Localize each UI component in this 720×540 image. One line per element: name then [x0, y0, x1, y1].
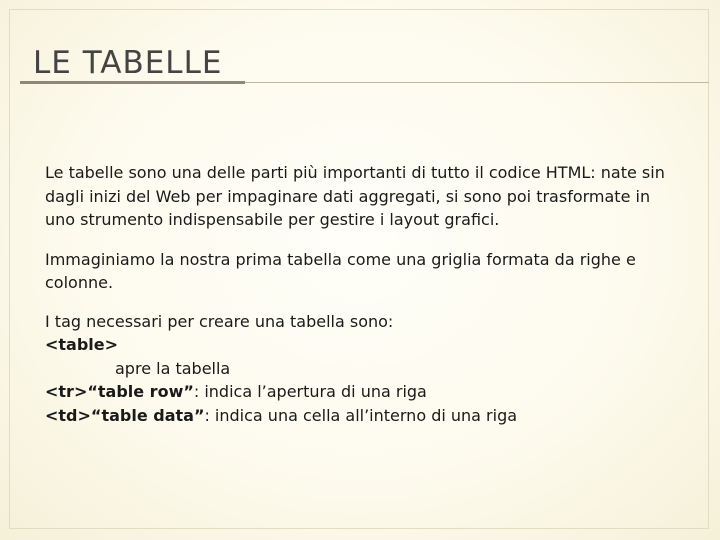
tag-item-td	[45, 404, 685, 428]
tag-code: <td>	[45, 405, 91, 425]
slide-body	[45, 161, 685, 427]
tag-term: “table data”	[90, 405, 205, 425]
tag-description: : indica una cella all’interno di una riga	[204, 405, 518, 425]
tag-item-tr	[45, 380, 685, 404]
paragraph-intro: Le tabelle sono una delle parti più importanti di tutto il codice HTML: nate sin dagli inizi del Web per impaginare dati aggregati, si sono poi trasformate in uno strumento indispensabile per gestire i layout grafici.	[45, 163, 665, 229]
title-underline-accent	[20, 81, 245, 84]
tag-item-table	[45, 333, 685, 357]
tag-item-table-description: apre la tabella	[115, 358, 231, 378]
paragraph-grid: Immaginiamo la nostra prima tabella come una griglia formata da righe e colonne.	[45, 249, 636, 292]
slide-title: LE TABELLE	[33, 45, 223, 81]
tag-code: <table>	[45, 335, 119, 354]
paragraph-tags	[45, 310, 685, 428]
tag-description: : indica l’apertura di una riga	[193, 382, 427, 401]
tag-term: “table row”	[87, 382, 194, 401]
tags-intro: I tag necessari per creare una tabella sono:	[45, 311, 394, 331]
tag-code: <tr>	[45, 382, 88, 401]
